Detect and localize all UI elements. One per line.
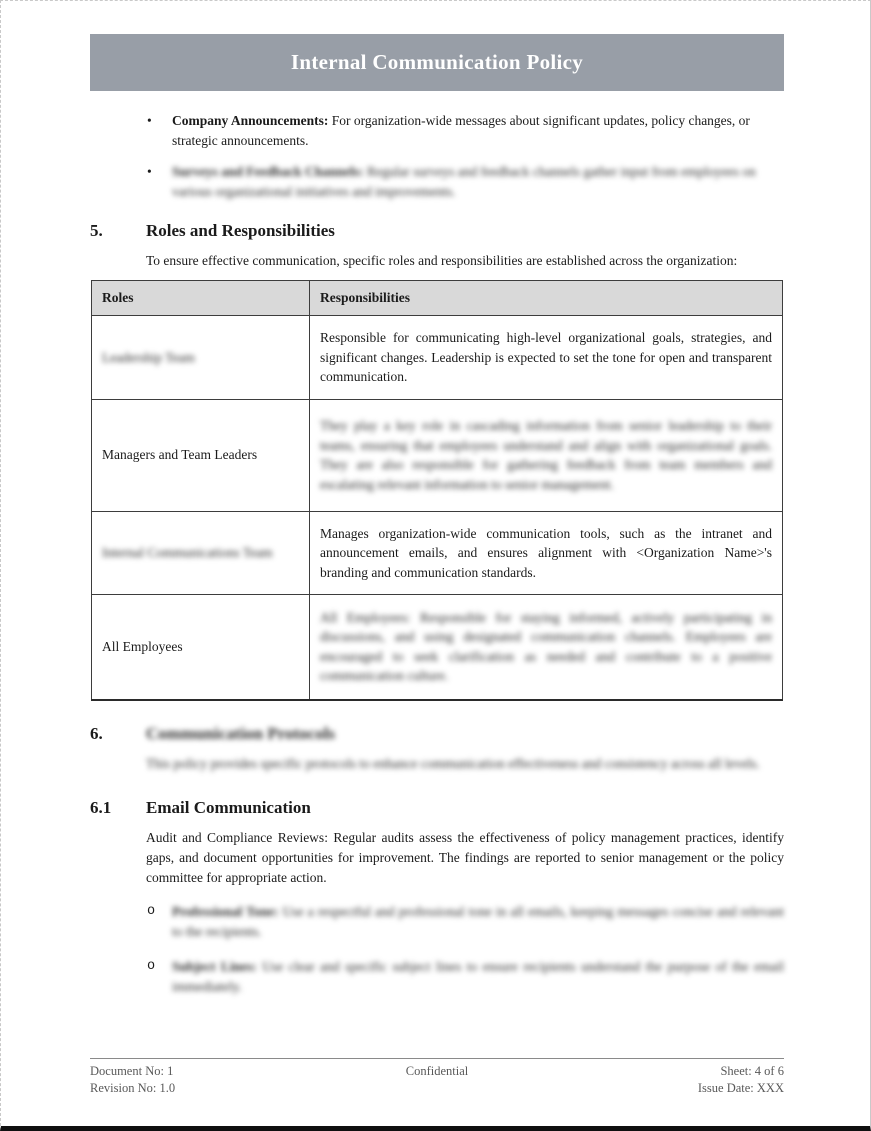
bullet-rest: Use a respectful and professional tone in all emails, keeping messages concise and relevant to the recipients. [172,903,784,939]
responsibility-cell: Manages organization-wide communication tools, such as the intranet and announcement emails, and ensures alignment with <Organization Name>'s branding and communication standards. [310,511,783,595]
list-item [90,162,784,202]
responsibility-cell-redacted: All Employees: Responsible for staying informed, actively participating in discussions, and using designated communication channels. Employees are encouraged to seek clarification as needed and contribute to a positive communication culture. [310,595,783,700]
role-cell-redacted: Leadership Team [92,316,310,400]
bullet-rest: Use clear and specific subject lines to ensure recipients understand the purpose of the email immediately. [172,958,784,994]
footer-right [553,1063,784,1097]
section-6-intro-redacted: This policy provides specific protocols to enhance communication effectiveness and consistency across all levels. [146,755,760,771]
column-header-roles: Roles [92,281,310,316]
bullet-text-redacted [172,957,784,997]
page-footer [90,1058,784,1097]
bullet-text-redacted [172,162,784,202]
section-5-heading [90,221,784,241]
page-content [90,1,784,1008]
bullet-icon: • [147,164,152,179]
footer-left [90,1063,321,1097]
section-number: 6. [90,723,103,743]
revision-number: Revision No: 1.0 [90,1081,176,1095]
page-title: Internal Communication Policy [290,50,584,74]
issue-date: Issue Date: XXX [697,1081,784,1095]
section-title: Roles and Responsibilities [146,221,335,240]
circle-bullet-icon: o [147,903,156,919]
section-6-heading [90,724,784,744]
role-cell: All Employees [92,595,310,700]
role-cell-redacted: Internal Communications Team [92,511,310,595]
section-6-1-paragraph: Audit and Compliance Reviews: Regular audits assess the effectiveness of policy management practices, identify gaps, and document opportunities for improvement. The findings are reported to senior management or the policy committee for appropriate action. [146,829,784,885]
table-row [92,316,783,400]
document-number: Document No: 1 [90,1064,174,1078]
sheet-number: Sheet: 4 of 6 [720,1064,784,1078]
section-6-1-heading [90,798,784,818]
confidential-label: Confidential [405,1064,469,1078]
bullet-lead: Professional Tone: [172,903,279,919]
section-number: 5. [90,221,103,240]
column-header-responsibilities: Responsibilities [310,281,783,316]
bullet-lead: Surveys and Feedback Channels: [172,164,364,179]
document-title-bar [90,34,784,91]
responsibility-cell-redacted: They play a key role in cascading information from senior leadership to their teams, ensuring that employees understand and align with organizational goals. They are also responsible for gathering feedback from team members and escalating relevant information to senior management. [310,399,783,511]
table-row [92,511,783,595]
list-item [90,957,784,997]
table-header-row [92,281,783,316]
bullet-lead: Company Announcements: [172,113,329,128]
section-number: 6.1 [90,797,112,817]
role-cell: Managers and Team Leaders [92,399,310,511]
table-row [92,595,783,700]
email-bullet-list [90,902,784,997]
circle-bullet-icon: o [147,958,156,974]
section-title-redacted: Communication Protocols [146,723,336,743]
bullet-rest: For organization-wide messages about significant updates, policy changes, or strategic announcements. [172,113,750,148]
footer-center [321,1063,552,1097]
bullet-icon: • [147,113,152,128]
top-bullet-list [90,111,784,202]
bullet-text-redacted [172,902,784,942]
bullet-lead: Subject Lines: [172,958,257,974]
section-title: Email Communication [146,797,311,817]
bullet-text [172,111,784,151]
bullet-rest: Regular surveys and feedback channels gather input from employees on various organizational initiatives and improvements. [172,164,756,199]
list-item [90,902,784,942]
table-row [92,399,783,511]
section-5-intro: To ensure effective communication, specific roles and responsibilities are established across the organization: [146,253,738,268]
responsibility-cell: Responsible for communicating high-level organizational goals, strategies, and significant changes. Leadership is expected to set the tone for open and transparent communication. [310,316,783,400]
roles-responsibilities-table [91,280,783,701]
list-item [90,111,784,151]
